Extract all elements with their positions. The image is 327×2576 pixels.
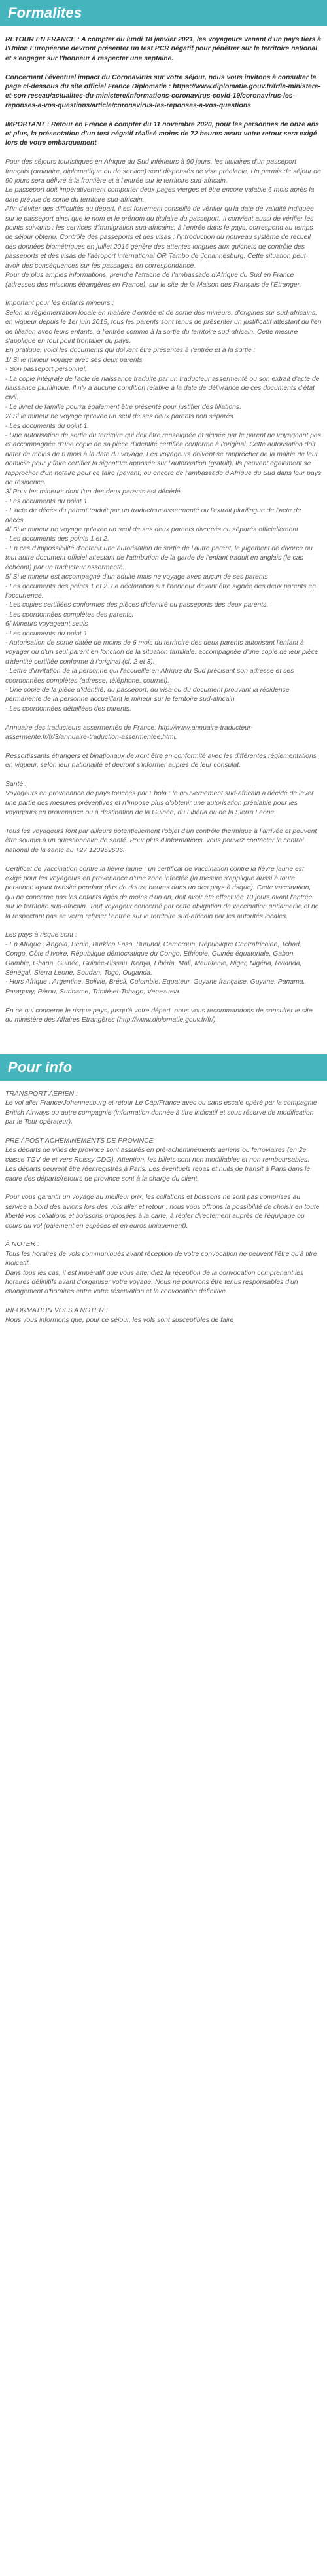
pourinfo-content	[0, 1090, 327, 1325]
difficultes-paragraph: Afin d'éviter des difficultés au départ, il est fortement conseillé de vérifier qu'la date de validité indiquée sur le passeport ainsi que le nom et le prénom du titulaire du passeport. Il convient aussi de vérifier les points suivants : les services d'immigration sud-africains, à l'entrée dans le pays, correspond au temps de séjour obtenu. Contrôle des passeports et des visas : l'introduction du nouveau système de recueil des données biométriques en juillet 2016 génère des attentes longues aux guichets de contrôle des passeports et des visas de l'aéroport international OR Tambo de Johannesburg. Cette situation peut avoir des conséquences sur les passagers en correspondance.	[5, 206, 314, 270]
enfants-list-item: - Les documents du point 1.	[5, 630, 90, 637]
conseil-paragraph: En ce qui concerne le risque pays, jusqu'à votre départ, nous vous recommandons de consulter le site du ministère des Affaires Etrangères (http://www.diplomatie.gouv.fr/fr/).	[5, 1007, 313, 1024]
pourinfo-title: Pour info	[8, 1058, 73, 1075]
enfants-list-item: - Une autorisation de sortie du territoire qui doit être renseignée et signée par le parent ne voyageant pas et accompagnée d'une copie de sa pièce d'identité certifiée conforme à l'original. Cette autorisation doit dater de moins de 6 mois à la date du voyage. Les voyageurs doivent se rapprocher de la mairie de leur domicile pour y faire certifier la signature apposée sur l'autorisation (gratuit). Ils peuvent également se rapprocher d'un notaire pour ce faire (payant) ou encore de l'ambassade d'Afrique du Sud dans leur pays de résidence.	[5, 432, 322, 487]
enfants-list-item: - L'acte de décès du parent traduit par un traducteur assermenté ou l'extrait plurilingue de l'acte de décès.	[5, 507, 301, 524]
coronavirus-paragraph: Concernant l'éventuel impact du Coronavirus sur votre séjour, nous vous invitons à consulter la page ci-dessous du site officiel France Diplomatie : https://www.diplomatie.gouv.fr/fr/le-ministere-et-son-reseau/actualites-du-ministere/informations-coronavirus-covid-19/coronavirus-les-reponses-a-vos-questions/article/coronavirus-les-reponses-a-vos-questions	[5, 73, 321, 109]
enfants-list-item: - Les documents des points 1 et 2. La déclaration sur l'honneur devant être signée des deux parents en l'occurrence.	[5, 582, 317, 599]
enfants-list-item: - En cas d'impossibilité d'obtenir une autorisation de sortie de l'autre parent, le jugement de divorce ou tout autre document officiel attestant de l'attribution de la garde de l'enfant traduit en anglais (le cas échéant) par un traducteur assermenté.	[5, 545, 313, 571]
enfants-list-item: - Le livret de famille pourra également être présenté pour justifier des filiations.	[5, 403, 241, 411]
a-noter-1: Tous les horaires de vols communiqués avant réception de votre convocation ne peuvent l'être qu'à titre indicatif.	[5, 1250, 317, 1268]
sejours-paragraph: Pour des séjours touristiques en Afrique du Sud inférieurs à 90 jours, les titulaires d'un passeport français (ordinaire, diplomatique ou de service) sont dispensés de visa préalable. Un permis de séjour de 90 jours sera délivré à la frontière et à l'entrée sur le territoire sud-africain.	[5, 158, 321, 185]
pays-amerique: - Hors Afrique : Argentine, Bolivie, Brésil, Colombie, Equateur, Guyane française, Guyane, Panama, Paraguay, Pérou, Suriname, Trinité-et-Tobago, Venezuela.	[5, 978, 305, 995]
enfants-list-item: 1/ Si le mineur voyage avec ses deux parents	[5, 356, 143, 364]
info-vols-title: INFORMATION VOLS A NOTER :	[5, 1307, 108, 1315]
annuaire-paragraph: Annuaire des traducteurs assermentés de France: http://www.annuaire-traducteur-assermente.fr/fr/3/annuaire-traduction-assermentee.html.	[5, 724, 253, 741]
enfants-list-item: 3/ Pour les mineurs dont l'un des deux parents est décédé	[5, 488, 181, 496]
ressortissants-paragraph	[5, 752, 322, 771]
passeport-paragraph: Le passeport doit impérativement comporter deux pages vierges et être encore valable 6 mois après la date prévue de sortie du territoire sud-africain.	[5, 187, 315, 204]
enfants-list-item: - Les coordonnées détaillées des parents.	[5, 705, 131, 713]
enfants-list-item: - Les documents du point 1.	[5, 497, 90, 505]
sante-ebola: Voyageurs en provenance de pays touchés par Ebola : le gouvernement sud-africain a décidé de lever une partie des mesures préventives et n'impose plus d'obtenir une autorisation préalable pour les voyageurs en provenance ou à destination de la Guinée, du Libéria ou de la Sierra Leone.	[5, 790, 314, 817]
info-vols-text: Nous vous informons que, pour ce séjour, les vols sont susceptibles de faire	[5, 1316, 234, 1324]
formalites-title: Formalites	[8, 5, 82, 21]
enfants-title: Important pour les enfants mineurs :	[5, 300, 114, 308]
important-paragraph: IMPORTANT : Retour en France à compter du 11 novembre 2020, pour les personnes de onze ans et plus, la présentation d'un test négatif réalisé moins de 72 heures avant votre retour sera exigé lors de votre embarquement	[5, 120, 319, 147]
ressortissants-rest: devront être en conformité avec les différentes réglementations en vigueur, selon leur nationalité et devront s'informer auprès de leur consulat.	[5, 752, 317, 770]
enfants-list-item: - Lettre d'invitation de la personne qui l'accueille en Afrique du Sud précisant son adresse et ses coordonnées complètes (adresse, téléphone, courriel).	[5, 668, 294, 685]
enfants-list-item: - La copie intégrale de l'acte de naissance traduite par un traducteur assermenté ou son extrait d'acte de naissance plurilingue. Il n'y a aucune condition relative à la date de délivrance de ces documents d'état civil.	[5, 375, 320, 402]
enfants-list-item: - Son passeport personnel.	[5, 366, 87, 374]
enfants-list-item: 6/ Mineurs voyageant seuls	[5, 620, 88, 628]
enfants-list	[5, 356, 322, 714]
enfants-list-item: - Autorisation de sortie datée de moins de 6 mois du territoire des deux parents autorisant l'enfant à voyager ou d'un seul parent en fonction de la situation familiale, accompagnée d'une copie de leur pièce d'identité certifiée conforme à l'original (cf. 2 et 3).	[5, 639, 318, 666]
plus-infos-paragraph: Pour de plus amples informations, prendre l'attache de l'ambassade d'Afrique du Sud en France (adresses des missions étrangères en France), sur le site de la Maison des Français de l'Etranger.	[5, 272, 301, 289]
a-noter-title: À NOTER :	[5, 1241, 39, 1249]
pre-post-1: Les départs de villes de province sont assurés en pré-acheminements aériens ou ferroviaires (en 2e classe TGV de et vers Roissy CDG). Attention, les billets sont non modifiables et non remboursables. Les départs peuvent être réenregistrés à Paris. Les éventuels repas et nuits de transit à Paris dans le cadre des départs/retours de province sont à la charge du client.	[5, 1147, 311, 1183]
transport-text: Le vol aller France/Johannesburg et retour Le Cap/France avec ou sans escale opéré par la compagnie British Airways ou autre compagnie (information donnée à titre indicatif et sous réserve de modification par le Tour opérateur).	[5, 1100, 317, 1126]
enfants-list-item: - Les copies certifiées conformes des pièces d'identité ou passeports des deux parents.	[5, 601, 269, 609]
section-spacer	[0, 1035, 327, 1054]
enfants-list-item: 4/ Si le mineur ne voyage qu'avec un seul de ses deux parents divorcés ou séparés officiellement	[5, 526, 298, 534]
enfants-intro: Selon la réglementation locale en matière d'entrée et de sortie des mineurs, d'origines sur sud-africains, en vigueur depuis le 1er juin 2015, tous les parents sont tenus de présenter un justificatif attestant du lien de filiation avec leurs enfants, à l'entrée comme à la sortie du territoire sud-africain. Cette mesure s'applique en tout point frontalier du pays.	[5, 309, 322, 345]
a-noter-2: Dans tous les cas, il est impératif que vous attendiez la réception de la convocation comprenant les horaires définitifs avant d'organiser votre voyage. Nous ne pourrons être tenus responsables d'un changement d'horaires entre votre réservation et la convocation définitive.	[5, 1269, 304, 1296]
pays-title: Les pays à risque sont :	[5, 931, 77, 939]
pre-post-2: Pour vous garantir un voyage au meilleur prix, les collations et boissons ne sont pas comprises au service à bord des avions lors des vols aller et retour ; nous vous offrons la possibilité de choisir en toute liberté vos collations et boissons proposées à la carte, à régler directement auprès de l'équipage ou cours du vol (paiement en espèces et en euros uniquement).	[5, 1194, 320, 1230]
enfants-list-item: 5/ Si le mineur est accompagné d'un adulte mais ne voyage avec aucun de ses parents	[5, 573, 268, 581]
enfants-list-item: 2/ Si le mineur ne voyage qu'avec un seul de ses deux parents non séparés	[5, 413, 233, 421]
enfants-pratique: En pratique, voici les documents qui doivent être présentés à l'entrée et à la sortie :	[5, 347, 256, 355]
enfants-list-item: - Les documents des points 1 et 2.	[5, 535, 109, 543]
ressortissants-lead: Ressortissants étrangers et binationaux	[5, 752, 125, 760]
enfants-list-item: - Les documents du point 1.	[5, 422, 90, 430]
enfants-list-item: - Les coordonnées complètes des parents.	[5, 611, 134, 618]
sante-title: Santé :	[5, 780, 27, 788]
pourinfo-header	[0, 1054, 327, 1081]
retour-france-paragraph: RETOUR EN FRANCE : A compter du lundi 18 janvier 2021, les voyageurs venant d'un pays tiers à l'Union Européenne devront présenter un test PCR négatif pour pénétrer sur le territoire national et s'engager sur l'honneur à respecter une septaine.	[5, 36, 322, 62]
pays-afrique: - En Afrique : Angola, Bénin, Burkina Faso, Burundi, Cameroun, République Centrafricaine, Tchad, Congo, Côte d'Ivoire, République démocratique du Congo, Ethiopie, Guinée équatoriale, Gabon, Gambie, Ghana, Guinée, Guinée-Bissau, Kenya, Libéria, Mali, Mauritanie, Niger, Nigéria, Rwanda, Sénégal, Sierra Leone, Soudan, Togo, Ouganda.	[5, 940, 302, 977]
sante-controle: Tous les voyageurs font par ailleurs potentiellement l'objet d'un contrôle thermique à l'arrivée et peuvent être soumis à un questionnaire de santé. Pour plus d'informations, vous pouvez contacter le central national de la santé au +27 123959636.	[5, 828, 317, 854]
formalites-header	[0, 0, 327, 26]
pre-post-title: PRE / POST ACHEMINEMENTS DE PROVINCE	[5, 1137, 154, 1145]
enfants-list-item: - Une copie de la pièce d'identité, du passeport, du visa ou du document prouvant la résidence permanente de la personne accueillant le mineur sur le territoire sud-africain.	[5, 686, 290, 704]
fievre-paragraph: Certificat de vaccination contre la fièvre jaune : un certificat de vaccination contre la fièvre jaune est exigé pour les voyageurs en provenance d'une zone infectée (la mesure s'applique aussi à toute personne ayant transité pendant plus de douze heures dans un des pays à risque). Cette vaccination, qui ne concerne pas les enfants âgés de moins d'un an, doit avoir été effectuée 10 jours avant l'entrée sur le territoire sud-africain. Tout voyageur concerné par cette obligation de vaccination antiamarile et ne la respectant pas se verra refuser l'entrée sur le territoire sud-africain par les autorités locales.	[5, 865, 319, 920]
formalites-content	[0, 35, 327, 1025]
transport-title: TRANSPORT AÉRIEN :	[5, 1090, 78, 1098]
